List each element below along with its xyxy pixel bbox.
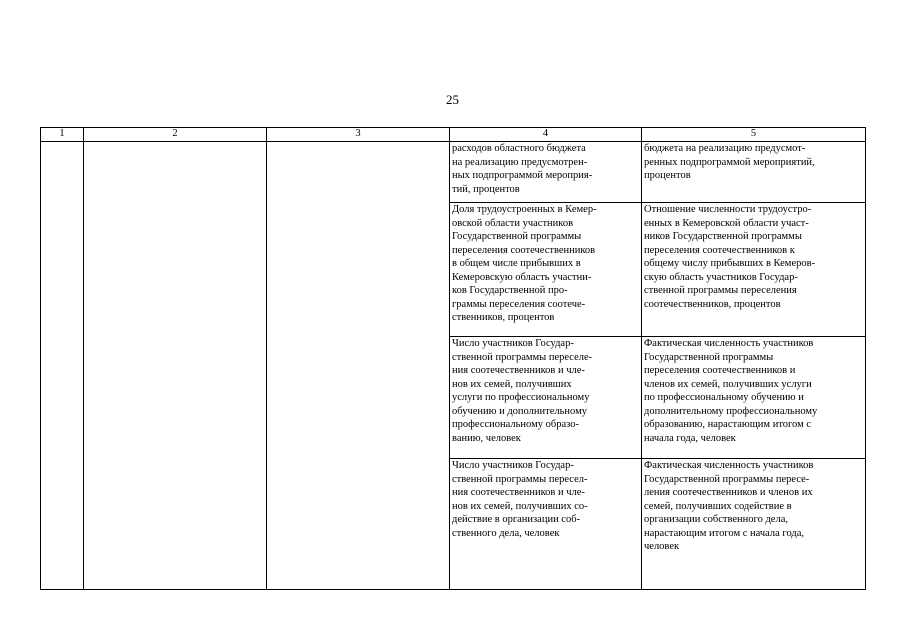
- column-header-4: 4: [450, 128, 642, 142]
- indicator-method-cell: бюджета на реализацию предусмот- ренных подпрограммой мероприятий, процентов: [642, 142, 866, 203]
- column-1-cell: [41, 142, 84, 590]
- indicator-name-cell: расходов областного бюджета на реализацию предусмотрен- ных подпрограммой мероприя- тий, процентов: [450, 142, 642, 203]
- indicator-name-cell: Число участников Государ- ственной программы переселе- ния соотечественников и чле- нов их семей, получивших услуги по профессиональному обучению и дополнительному профессиональному образо- ванию, человек: [450, 337, 642, 459]
- indicator-name-cell: Доля трудоустроенных в Кемер- овской области участников Государственной программы переселения соотечественников в общем числе прибывших в Кемеровскую область участни- ков Государственной про- граммы переселения соотече- ственников, процентов: [450, 203, 642, 337]
- data-table: [40, 127, 866, 590]
- column-3-cell: [267, 142, 450, 590]
- column-2-cell: [84, 142, 267, 590]
- indicator-name-cell: Число участников Государ- ственной программы пересел- ния соотечественников и чле- нов их семей, получивших со- действие в организации соб- ственного дела, человек: [450, 459, 642, 590]
- column-header-2: 2: [84, 128, 267, 142]
- indicator-method-cell: Фактическая численность участников Государственной программы пересе- ления соотечественников и членов их семей, получивших содействие в организации собственного дела, нарастающим итогом с начала года, человек: [642, 459, 866, 590]
- indicator-method-cell: Фактическая численность участников Государственной программы переселения соотечественников и членов их семей, получивших услуги по профессиональному обучению и дополнительному профессиональному образованию, нарастающим итогом с начала года, человек: [642, 337, 866, 459]
- table-row: [41, 142, 866, 203]
- column-header-1: 1: [41, 128, 84, 142]
- column-header-3: 3: [267, 128, 450, 142]
- table-header-row: [41, 128, 866, 142]
- indicator-method-cell: Отношение численности трудоустро- енных в Кемеровской области участ- ников Государственной программы переселения соотечественников к общему числу прибывших в Кемеров- скую область участников Государ- ственной программы переселения соотечественников, процентов: [642, 203, 866, 337]
- page-number: 25: [446, 92, 459, 107]
- column-header-5: 5: [642, 128, 866, 142]
